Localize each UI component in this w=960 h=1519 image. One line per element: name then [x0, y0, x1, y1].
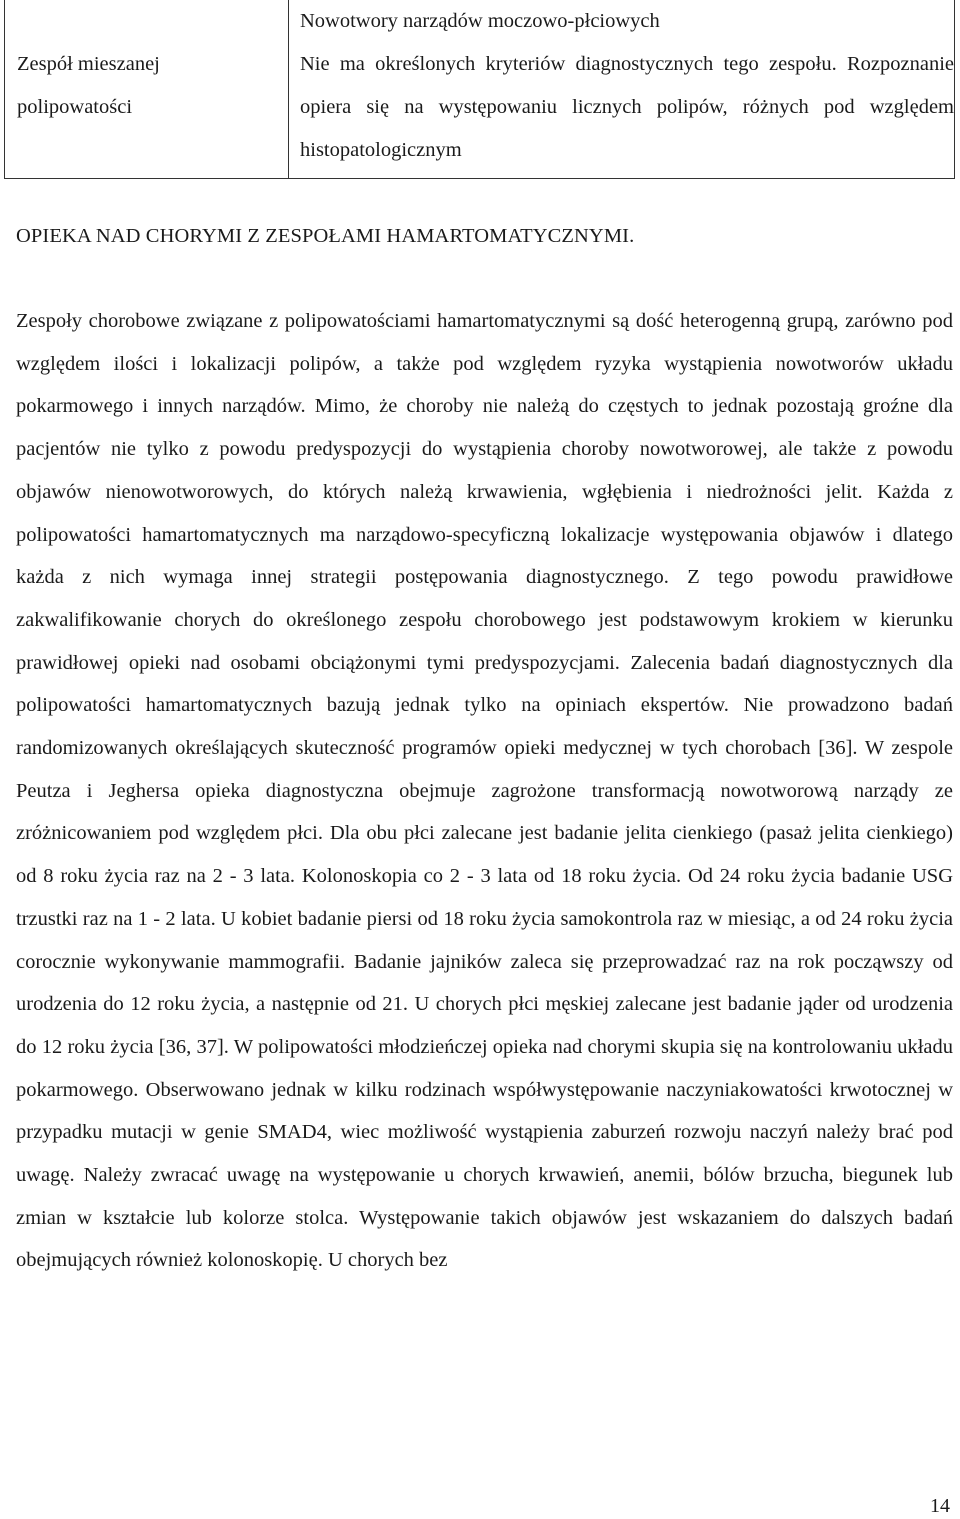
table-cell-syndrome-description: Nie ma określonych kryteriów diagnostycznych tego zespołu. Rozpoznanie opiera się na występowaniu licznych polipów, różnych pod względem histopatologicznym: [289, 43, 955, 179]
table-row: [5, 43, 955, 179]
syndrome-name-line1: Zespół mieszanej: [17, 53, 160, 75]
table-cell-empty: [5, 0, 289, 43]
syndrome-table-grid: [4, 0, 955, 179]
table-cell-top-text: Nowotwory narządów moczowo-płciowych: [289, 0, 955, 43]
table-row: [5, 0, 955, 43]
syndrome-name-line2: polipowatości: [17, 96, 133, 118]
page-number: 14: [930, 1495, 950, 1517]
syndrome-table: [4, 0, 955, 179]
body-paragraph: Zespoły chorobowe związane z polipowatościami hamartomatycznymi są dość heterogenną grupą, zarówno pod względem ilości i lokalizacji polipów, a także pod względem ryzyka wystąpienia nowotworów układu pokarmowego i innych narządów. Mimo, że choroby nie należą do częstych to jednak pozostają groźne dla pacjentów nie tylko z powodu predyspozycji do wystąpienia choroby nowotworowej, ale także z powodu objawów nienowotworowych, do których należą krwawienia, wgłębienia i niedrożności jelit. Każda z polipowatości hamartomatycznych ma narządowo-specyficzną lokalizacje występowania objawów i dlatego każda z nich wymaga innej strategii postępowania diagnostycznego. Z tego powodu prawidłowe zakwalifikowanie chorych do określonego zespołu chorobowego jest podstawowym krokiem w kierunku prawidłowej opieki nad osobami obciążonymi tymi predyspozycjami. Zalecenia badań diagnostycznych dla polipowatości hamartomatycznych bazują jednak tylko na opiniach ekspertów. Nie prowadzono badań randomizowanych określających skuteczność programów opieki medycznej w tych chorobach [36]. W zespole Peutza i Jeghersa opieka diagnostyczna obejmuje zagrożone transformacją nowotworową narządy ze zróżnicowaniem pod względem płci. Dla obu płci zalecane jest badanie jelita cienkiego (pasaż jelita cienkiego) od 8 roku życia raz na 2 - 3 lata. Kolonoskopia co 2 - 3 lata od 18 roku życia. Od 24 roku życia badanie USG trzustki raz na 1 - 2 lata. U kobiet badanie piersi od 18 roku życia samokontrola raz w miesiąc, a od 24 roku życia corocznie wykonywanie mammografii. Badanie jajników zaleca się przeprowadzać raz na rok począwszy od urodzenia do 12 roku życia, a następnie od 21. U chorych płci męskiej zalecane jest badanie jąder od urodzenia do 12 roku życia [36, 37]. W polipowatości młodzieńczej opieka nad chorymi skupia się na kontrolowaniu układu pokarmowego. Obserwowano jednak w kilku rodzinach współwystępowanie naczyniakowatości krwotocznej w przypadku mutacji w genie SMAD4, wiec możliwość wystąpienia zaburzeń rozwoju naczyń należy brać pod uwagę. Należy zwracać uwagę na występowanie u chorych krwawień, anemii, bólów brzucha, biegunek lub zmian w kształcie lub kolorze stolca. Występowanie takich objawów jest wskazaniem do dalszych badań obejmujących również kolonoskopię. U chorych bez: [16, 310, 953, 1272]
table-cell-syndrome-name: [5, 43, 289, 179]
section-heading: OPIEKA NAD CHORYMI Z ZESPOŁAMI HAMARTOMATYCZNYMI.: [16, 225, 635, 247]
